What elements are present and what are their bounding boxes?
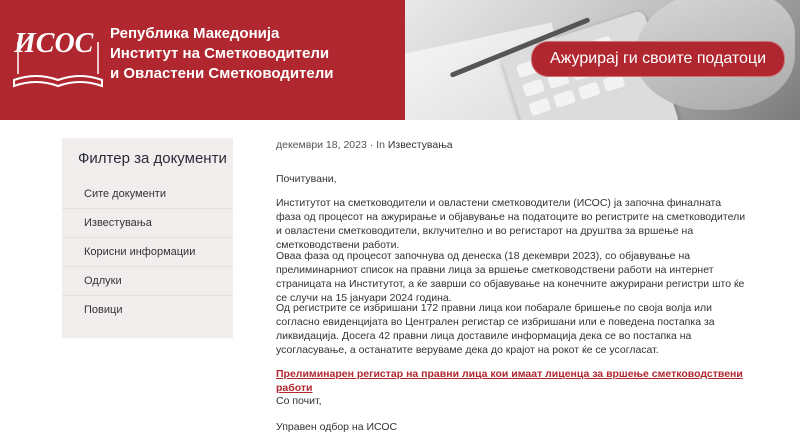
- post-paragraph-1: Институтот на сметководители и овластени сметководители (ИСОС) ја започна финалната фаза од процесот на ажурирање и објавување на податоците во регистрите на сметководители и овластени сметководители, вклучително и во регистарот на друштва за вршење на сметководствени работи.: [276, 197, 746, 251]
- logo-text: ИСОС: [14, 28, 94, 59]
- org-line: Република Македонија: [110, 25, 280, 42]
- filter-item-decisions[interactable]: Одлуки: [62, 266, 233, 295]
- filter-item-useful-info[interactable]: Корисни информации: [62, 237, 233, 266]
- post-category-link[interactable]: Известувања: [387, 139, 453, 151]
- post-greeting: Почитувани,: [276, 173, 337, 185]
- post-closing: Со почит,: [276, 395, 322, 407]
- post-paragraph-2: Оваа фаза од процесот започнува од денеска (18 декември 2023), со објавување на прелиминарниот список на правни лица за вршење сметководствени работи на интернет страницата на Институтот, а ќе заврши со објавување на конечните ажурирани регистри што ќе се случи на 15 јануари 2024 година.: [276, 250, 745, 304]
- post-date: декември 18, 2023: [276, 139, 367, 151]
- filter-item-notices[interactable]: Известувања: [62, 208, 233, 237]
- org-line: и Овластени Сметководители: [110, 65, 334, 82]
- document-filter-sidebar: [62, 138, 233, 338]
- site-header: [0, 0, 800, 120]
- filter-item-calls[interactable]: Повици: [62, 295, 233, 324]
- update-data-button[interactable]: Ажурирај ги своите податоци: [531, 41, 785, 77]
- sidebar-title: Филтер за документи: [78, 150, 227, 167]
- post-meta: [276, 138, 453, 152]
- preliminary-register-link[interactable]: Прелиминарен регистар на правни лица кои имаат лиценца за вршење сметководствени работи: [276, 368, 743, 394]
- org-line: Институт на Сметководители: [110, 45, 330, 62]
- organization-name: [110, 24, 334, 84]
- register-link-wrap: [276, 367, 746, 395]
- post-paragraph-3: Од регистрите се избришани 172 правни лица кои побарале бришење по своја волја или согласно евиденцијата во Централен регистар се избришани или е поведена постапка за ликвидација. Досега 42 правни лица доставиле информација дека се во постапка на усогласување, а останатите веруваме дека до крајот на рокот ќе се усогласат.: [276, 302, 715, 356]
- post-signature: Управен одбор на ИСОС: [276, 421, 398, 433]
- meta-separator: · In: [369, 139, 385, 151]
- filter-item-all-documents[interactable]: Сите документи: [84, 188, 166, 200]
- filter-list: [62, 180, 233, 324]
